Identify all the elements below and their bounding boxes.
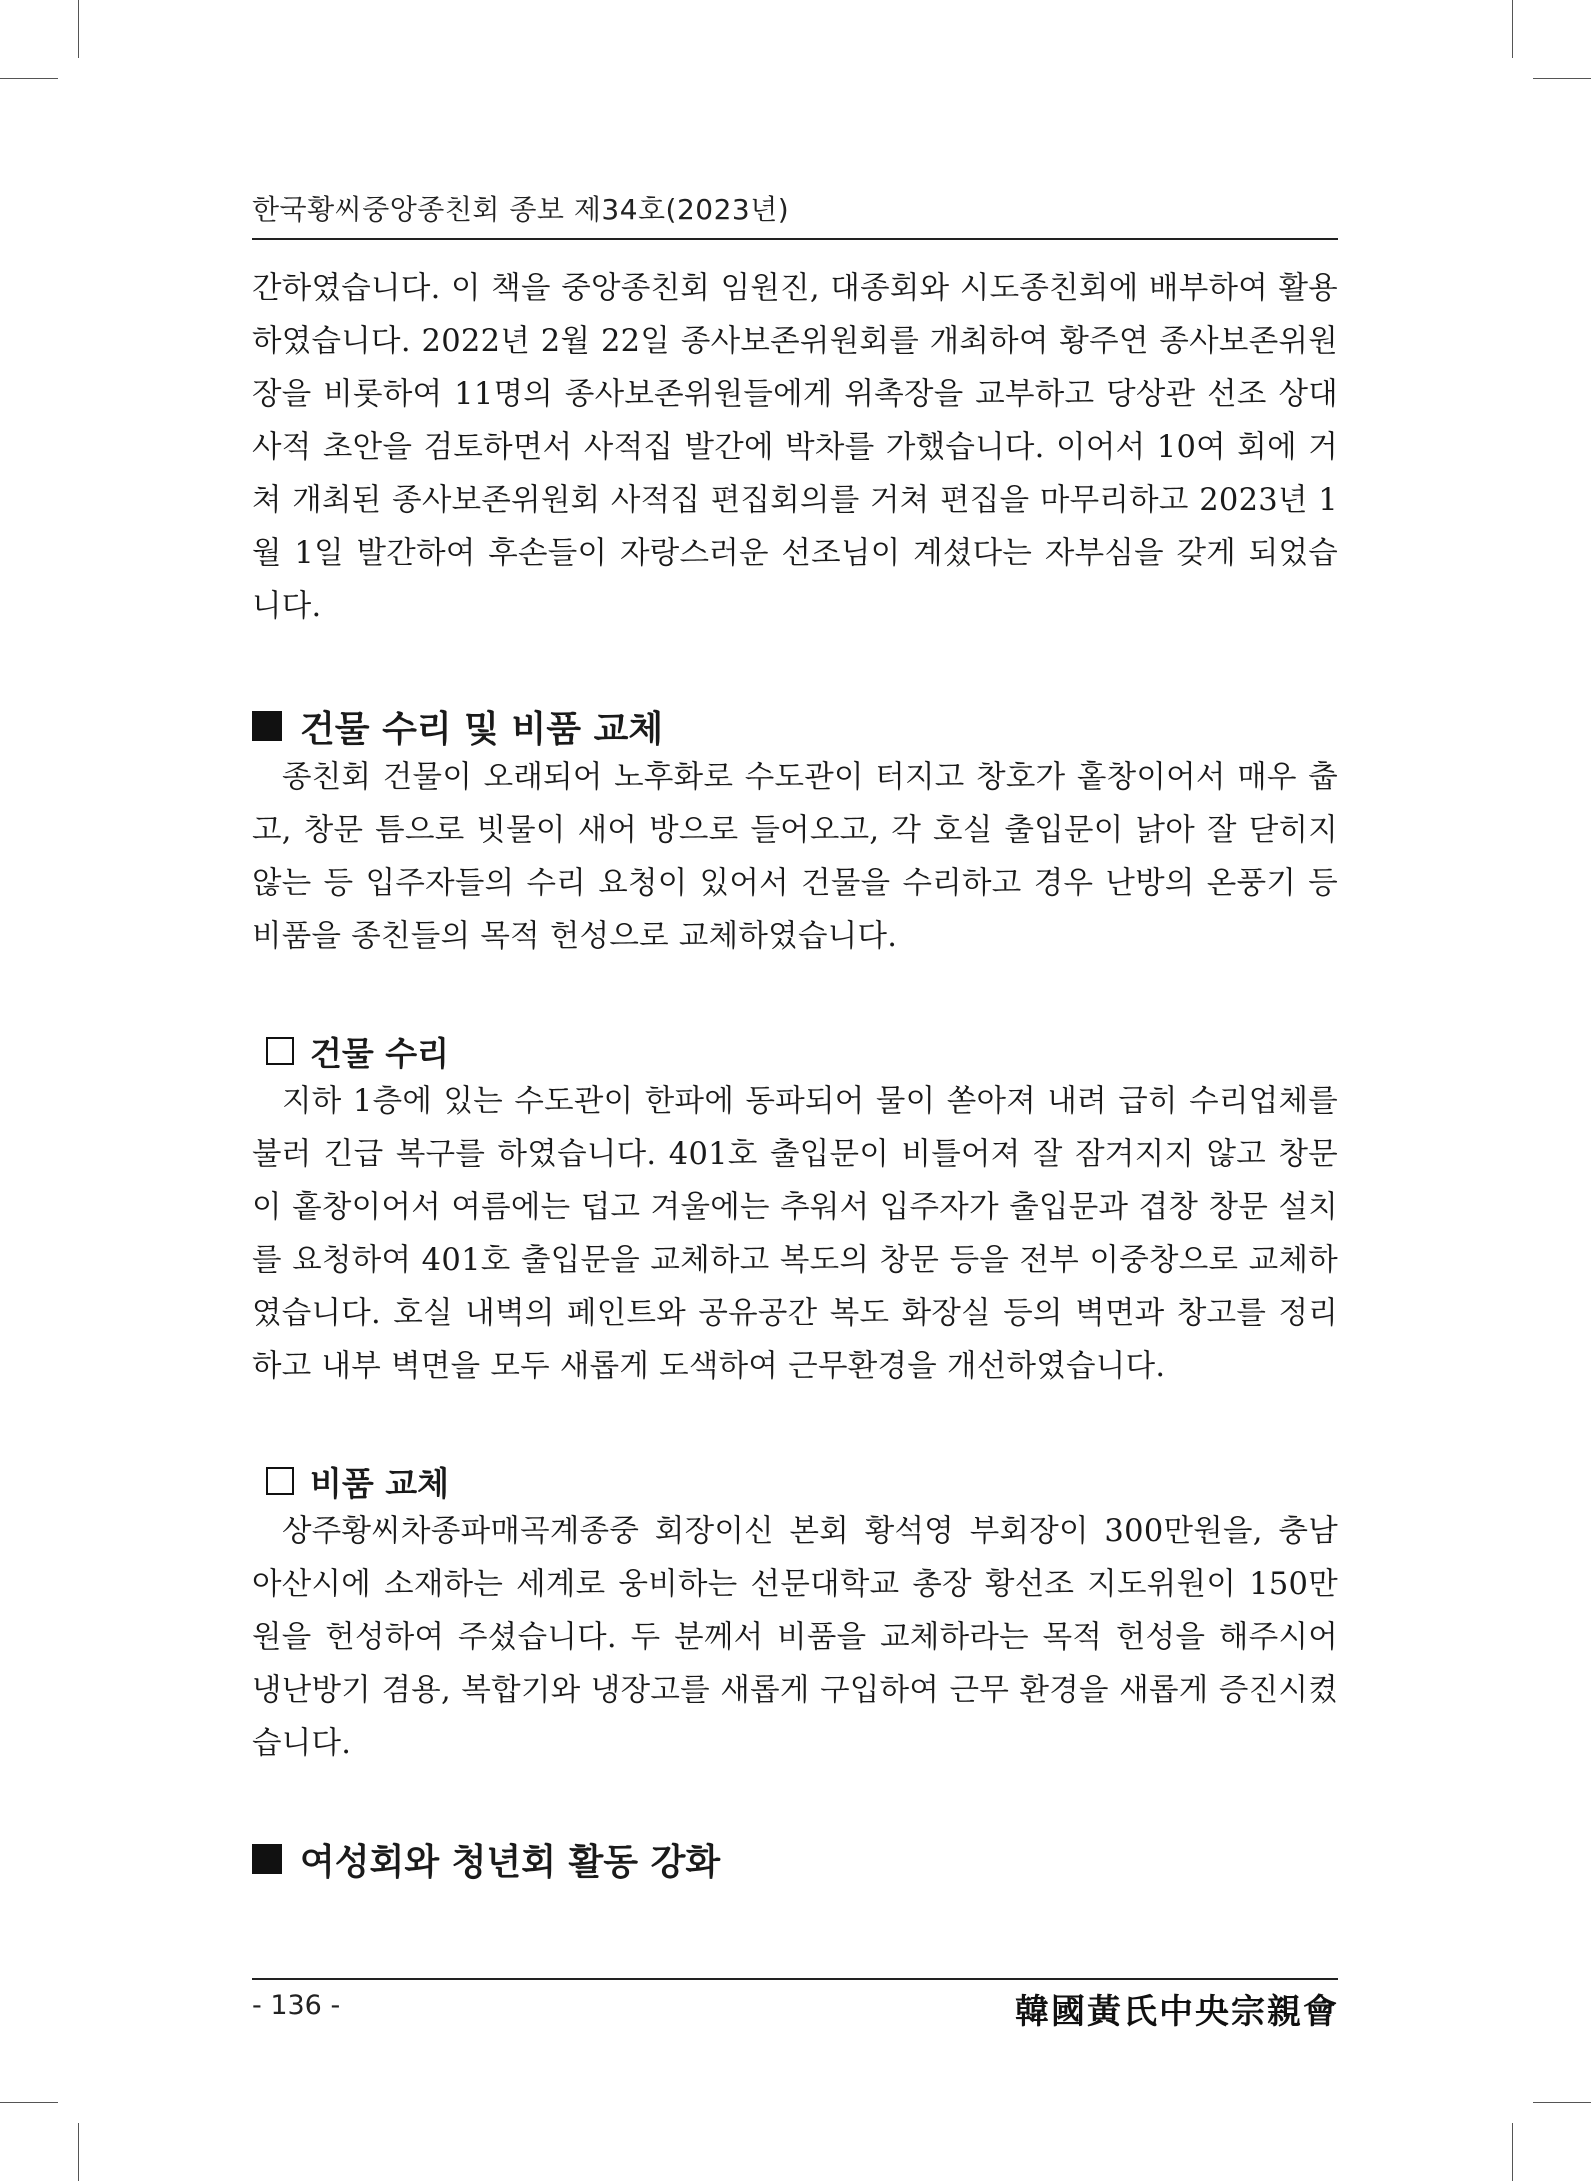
crop-mark [0,78,58,79]
crop-mark [0,2102,58,2103]
running-head-title: 한국황씨중앙종친회 종보 제34호(2023년) [252,193,790,226]
crop-mark [78,2123,79,2181]
subsection-heading-label: 비품 교체 [310,1463,450,1503]
crop-mark [78,0,79,58]
intro-paragraph: 간하였습니다. 이 책을 중앙종친회 임원진, 대종회와 시도종친회에 배부하여 활용하였습니다. 2022년 2월 22일 종사보존위원회를 개최하여 황주연 종사보존위원장을 비롯하여 11명의 종사보존위원들에게 위촉장을 교부하고 당상관 선조 상대 사적 초안을 검토하면서 사적집 발간에 박차를 가했습니다. 이어서 10여 회에 거쳐 개최된 종사보존위원회 사적집 편집회의를 거쳐 편집을 마무리하고 2023년 1월 1일 발간하여 후손들이 자랑스러운 선조님이 계셨다는 자부심을 갖게 되었습니다. [252,271,1338,624]
section-heading-building [252,701,1338,751]
section-heading-womens-youth [252,1834,1338,1884]
publisher-logo: 韓國黃氏中央宗親會 [1015,1992,1339,2032]
empty-square-icon [266,1037,294,1065]
subsection-heading-equipment [266,1457,1338,1505]
crop-mark [1533,2102,1591,2103]
crop-mark [1533,78,1591,79]
subsection-heading-repair [266,1027,1338,1075]
subsection-heading-label: 건물 수리 [310,1033,450,1073]
subsection-paragraph: 상주황씨차종파매곡계종중 회장이신 본회 황석영 부회장이 300만원을, 충남 아산시에 소재하는 세계로 웅비하는 선문대학교 총장 황선조 지도위원이 150만원을 헌성하여 주셨습니다. 두 분께서 비품을 교체하라는 목적 헌성을 해주시어 냉난방기 겸용, 복합기와 냉장고를 새롭게 구입하여 근무 환경을 새롭게 증진시켰습니다. [252,1514,1338,1761]
header-divider [252,238,1338,240]
empty-square-icon [266,1467,294,1495]
crop-mark [1512,0,1513,58]
section-paragraph: 종친회 건물이 오래되어 노후화로 수도관이 터지고 창호가 홑창이어서 매우 춥고, 창문 틈으로 빗물이 새어 방으로 들어오고, 각 호실 출입문이 낡아 잘 닫히지 않는 등 입주자들의 수리 요청이 있어서 건물을 수리하고 경우 난방의 온풍기 등 비품을 종친들의 목적 헌성으로 교체하였습니다. [252,760,1338,954]
page-number: - 136 - [252,1990,341,2021]
crop-mark [1512,2123,1513,2181]
filled-square-icon [252,1844,282,1874]
subsection-paragraph: 지하 1층에 있는 수도관이 한파에 동파되어 물이 쏟아져 내려 급히 수리업체를 불러 긴급 복구를 하였습니다. 401호 출입문이 비틀어져 잘 잠겨지지 않고 창문이 홑창이어서 여름에는 덥고 겨울에는 추워서 입주자가 출입문과 겹창 창문 설치를 요청하여 401호 출입문을 교체하고 복도의 창문 등을 전부 이중창으로 교체하였습니다. 호실 내벽의 페인트와 공유공간 복도 화장실 등의 벽면과 창고를 정리하고 내부 벽면을 모두 새롭게 도색하여 근무환경을 개선하였습니다. [252,1084,1338,1384]
footer-divider [252,1978,1338,1980]
section-heading-label: 여성회와 청년회 활동 강화 [300,1841,721,1883]
page-content [252,262,1338,1884]
filled-square-icon [252,711,282,741]
section-heading-label: 건물 수리 및 비품 교체 [300,708,664,750]
